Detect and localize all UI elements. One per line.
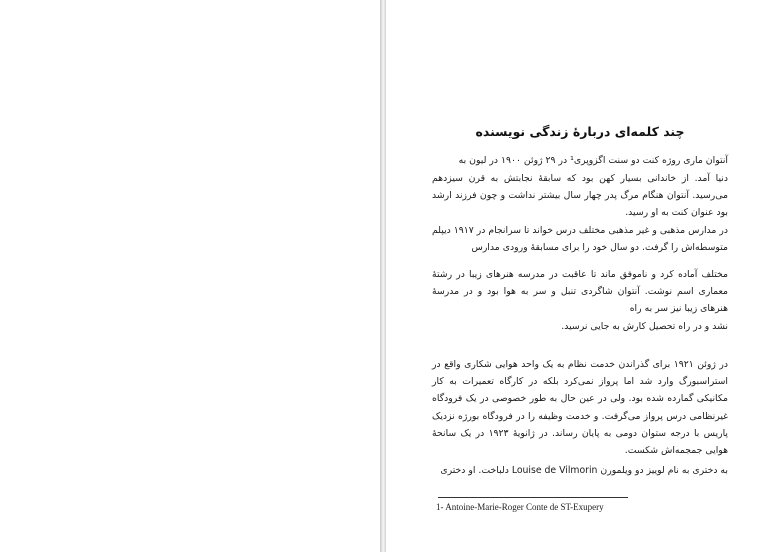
paragraph-5: نشد و در راه تحصیل کارش به جایی نرسید.: [561, 321, 728, 332]
paragraph-4: مختلف آماده کرد و ناموفق ماند تا عاقبت در مدرسه هنرهای زیبا در رشتهٔ معماری اسم نوشت. آنتوان شاگردی تنبل و سر به هوا بود و در مدرسهٔ هنرهای زیبا نیز سر به راه: [432, 269, 728, 315]
footnote-divider: [438, 497, 628, 498]
paragraph-3: در مدارس مذهبی و غیر مذهبی مختلف درس خواند تا سرانجام در ۱۹۱۷ دیپلم متوسطه‌اش را گرفت. دو سال خود را برای مسابقهٔ ورودی مدارس: [432, 225, 728, 254]
paragraph-2: دنیا آمد. از خاندانی بسیار کهن بود که سابقهٔ نجابتش به قرن سیزدهم می‌رسید. آنتوان هنگام مرگ پدر چهار سال بیشتر نداشت و چون فرزند ارشد بود عنوان کنت به او رسید.: [432, 173, 728, 219]
blank-left-page: [0, 0, 380, 552]
paragraph-7: به دختری به نام لوییز دو ویلمورن Louise de Vilmorin دلباخت. او دختری: [440, 465, 728, 476]
chapter-title: چند کلمه‌ای دربارهٔ زندگی نویسنده: [475, 124, 685, 139]
footnote: 1- Antoine-Marie-Roger Conte de ST-Exupery: [436, 502, 604, 512]
paragraph-6: در ژوئن ۱۹۲۱ برای گذراندن خدمت نظام به یک واحد هوایی شکاری واقع در استراسبورگ وارد شد اما پرواز نمی‌کرد بلکه در کارگاه تعمیرات به کار مکانیکی گمارده شده بود. ولی در عین حال به طور خصوصی در یک فرودگاه غیرنظامی درس پرواز می‌گرفت. و خدمت وظیفه را در فرودگاه بورژه نزدیک پاریس با درجه ستوان دومی به پایان رساند. در ژانویهٔ ۱۹۲۳ در یک سانحهٔ هوایی جمجمه‌اش شکست.: [432, 359, 728, 457]
paragraph-1: آنتوان ماری روژه کنت دو سنت اگزوپری¹ در ۲۹ ژوئن ۱۹۰۰ در لیون به: [458, 155, 728, 166]
